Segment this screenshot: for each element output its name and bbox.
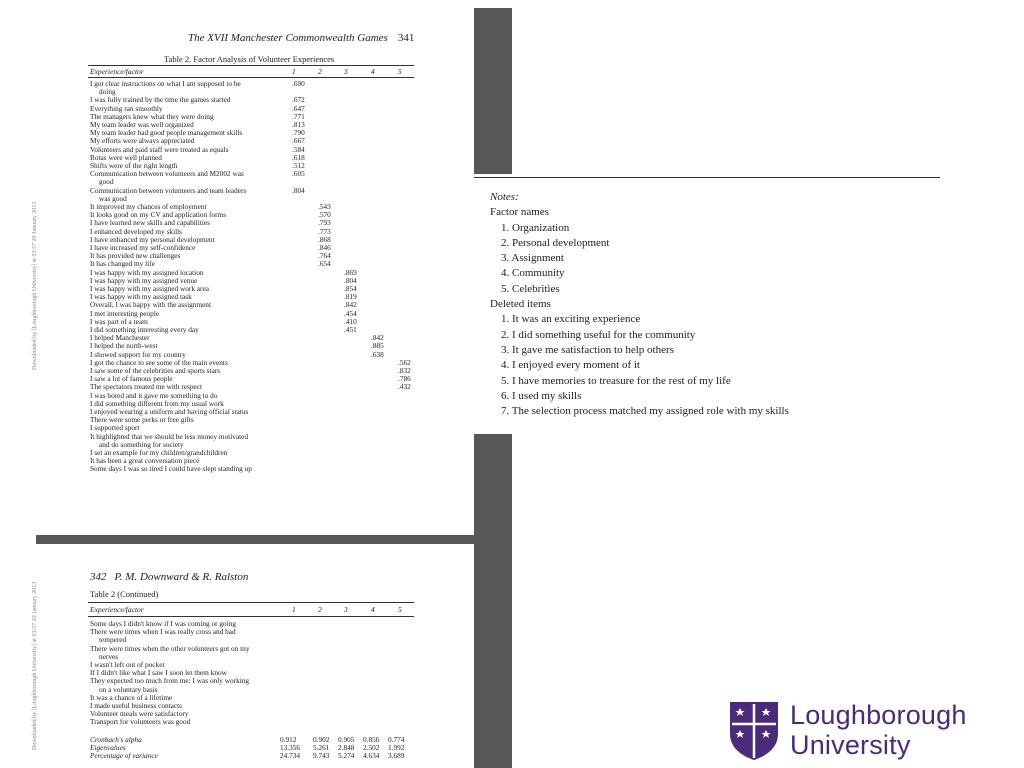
table-row-label: I supported sport bbox=[90, 423, 140, 433]
table-row-label: Volunteers and paid staff were treated as equals bbox=[90, 144, 229, 154]
deleted-item: 3. It gave me satisfaction to help others bbox=[501, 343, 674, 356]
running-head bbox=[188, 32, 414, 44]
stat-value: 1.992 bbox=[388, 742, 405, 752]
table-row-label: I have learned new skills and capabilities bbox=[90, 218, 210, 228]
table-row-label: My efforts were always appreciated bbox=[90, 136, 195, 146]
factor-loading: .618 bbox=[292, 152, 305, 162]
factor-loading: .869 bbox=[344, 267, 357, 277]
table2-header-col-4: 4 bbox=[371, 605, 375, 614]
factor-loading: .846 bbox=[318, 243, 331, 252]
table2-row-label: If I didn't like what I saw I soon let them know bbox=[90, 668, 227, 678]
stat-value: 2.848 bbox=[338, 742, 355, 752]
deleted-item: 5. I have memories to treasure for the rest of my life bbox=[501, 374, 731, 387]
table-header-col-3: 3 bbox=[344, 67, 348, 76]
factor-loading: .454 bbox=[344, 308, 357, 318]
table-row-label: I enjoyed wearing a uniform and having official status bbox=[90, 407, 249, 416]
table-row-label: I got the chance to see some of the main events bbox=[90, 357, 228, 367]
stat-value: 4.634 bbox=[363, 751, 380, 760]
stat-value: 24.734 bbox=[280, 751, 301, 760]
table-row-label: Everything ran smoothly bbox=[90, 103, 163, 113]
stat-value: 3.689 bbox=[388, 751, 405, 760]
page-341-scan bbox=[40, 20, 470, 532]
download-watermark: Downloaded by [Loughborough University] at 03:57 20 January 2013 bbox=[32, 201, 38, 370]
factor-loading: .813 bbox=[292, 120, 305, 129]
table2-header-col-5: 5 bbox=[398, 605, 402, 614]
factor-loading: .570 bbox=[318, 210, 331, 220]
stat-label: Cronbach's alpha bbox=[90, 734, 142, 744]
table2-row-label: tempered bbox=[99, 635, 127, 645]
table-row-label: There were some perks or free gifts bbox=[90, 415, 194, 425]
table-row-label: The managers knew what they were doing bbox=[90, 111, 214, 121]
table-row-label: I enhanced developed my skills bbox=[90, 226, 182, 236]
journal-title: The XVII Manchester Commonwealth Games bbox=[188, 32, 388, 44]
factor-loading: .819 bbox=[344, 292, 357, 302]
table-row-label: My team leader had good people management skills bbox=[90, 128, 243, 138]
table2-row-label: Transport for volunteers was good bbox=[90, 717, 191, 727]
table-row-label: Rotas were well planned bbox=[90, 152, 162, 162]
table-top-rule bbox=[88, 65, 414, 66]
factor-name: 5. Celebrities bbox=[501, 282, 560, 295]
table-header-col-1: 1 bbox=[292, 67, 296, 76]
factor-loading: .667 bbox=[292, 136, 305, 146]
stat-value: 0.902 bbox=[313, 734, 330, 744]
table-row-label: Communication between volunteers and M2002 was bbox=[90, 169, 244, 179]
factor-names-heading: Factor names bbox=[490, 206, 549, 219]
stat-value: 13.356 bbox=[280, 742, 301, 752]
table2-row-label: on a voluntary basis bbox=[99, 684, 158, 694]
factor-loading: .672 bbox=[292, 95, 305, 105]
table-row-label: I have increased my self-confidence bbox=[90, 243, 196, 252]
factor-name: 4. Community bbox=[501, 267, 565, 280]
table-row-label: The spectators treated me with respect bbox=[90, 382, 203, 392]
table-row-label: I helped Manchester bbox=[90, 333, 150, 343]
factor-loading: .543 bbox=[318, 202, 331, 211]
table2-row-label: I made useful business contacts bbox=[90, 701, 182, 710]
table-row-label: was good bbox=[99, 193, 127, 203]
table-caption: Table 2. Factor Analysis of Volunteer Experiences bbox=[164, 54, 335, 64]
table-row-label: It improved my chances of employment bbox=[90, 202, 207, 211]
factor-loading: .690 bbox=[292, 79, 305, 88]
table-row-label: I set an example for my children/grandchildren bbox=[90, 448, 228, 457]
notes-top-rule bbox=[474, 177, 940, 178]
notes-block bbox=[490, 190, 789, 419]
table-row-label: I saw a lot of famous people bbox=[90, 374, 173, 384]
stat-value: 2.502 bbox=[363, 742, 380, 752]
factor-loading: .654 bbox=[318, 259, 331, 269]
crest-icon bbox=[728, 700, 780, 762]
factor-loading: .793 bbox=[318, 218, 331, 228]
running-head-2 bbox=[90, 571, 248, 583]
table2-row-label: I wasn't left out of pocket bbox=[90, 660, 165, 669]
factor-loading: .647 bbox=[292, 103, 305, 113]
factor-loading: .432 bbox=[398, 382, 411, 392]
table-row-label: I was fully trained by the time the games started bbox=[90, 95, 231, 105]
table-row-label: It highlighted that we should be less money motivated bbox=[90, 431, 249, 441]
table-row-label: I helped the north-west bbox=[90, 341, 158, 351]
table2-row-label: They expected too much from me: I was only working bbox=[90, 676, 250, 686]
table-header-col-4: 4 bbox=[371, 67, 375, 76]
table2-row-label: Volunteer meals were satisfactory bbox=[90, 709, 189, 719]
factor-loading: .512 bbox=[292, 161, 305, 170]
table-row-label: I was bored and it gave me something to do bbox=[90, 390, 218, 400]
factor-loading: .868 bbox=[318, 234, 331, 244]
table-row-label: It has provided new challenges bbox=[90, 251, 181, 261]
deleted-item: 6. I used my skills bbox=[501, 389, 582, 402]
download-watermark-2: Downloaded by [Loughborough University] at 03:57 20 January 2013 bbox=[32, 581, 38, 750]
table2-row-label: Some days I didn't know if I was coming or going bbox=[90, 619, 237, 628]
table-row-label: I met interesting people bbox=[90, 308, 160, 318]
table-row-label: I did something different from my usual work bbox=[90, 398, 224, 408]
table2-row-label: There were times when the other volunteers got on my bbox=[90, 643, 250, 653]
divider-bar-vertical-lower bbox=[474, 434, 512, 768]
factor-names-list bbox=[490, 221, 789, 297]
stat-value: 5.261 bbox=[313, 742, 330, 752]
table-row-label: Overall, I was happy with the assignment bbox=[90, 300, 211, 310]
factor-loading: .451 bbox=[344, 325, 357, 334]
page-number: 341 bbox=[397, 32, 415, 44]
page-number-2: 342 bbox=[90, 571, 107, 583]
stat-value: 0.856 bbox=[363, 734, 380, 744]
page-342-scan bbox=[40, 562, 470, 768]
table-row-label: It has been a great conversation piece bbox=[90, 456, 200, 466]
factor-loading: .410 bbox=[344, 316, 357, 326]
table-row-label: I did something interesting every day bbox=[90, 325, 199, 334]
table-header-label: Experience/factor bbox=[90, 67, 144, 76]
table2-header-col-1: 1 bbox=[292, 605, 296, 614]
table2-header-col-2: 2 bbox=[318, 605, 322, 614]
table-header-col-2: 2 bbox=[318, 67, 322, 76]
stat-value: 5.274 bbox=[338, 751, 355, 760]
factor-name: 2. Personal development bbox=[501, 236, 610, 249]
table-header-col-5: 5 bbox=[398, 67, 402, 76]
deleted-item: 4. I enjoyed every moment of it bbox=[501, 359, 640, 372]
table-row-label: Some days I was so tired I could have slept standing up bbox=[90, 464, 252, 474]
divider-bar-vertical bbox=[474, 8, 512, 174]
table-row-label: I was part of a team bbox=[90, 316, 148, 326]
table-row-label: I was happy with my assigned work area bbox=[90, 284, 209, 293]
factor-loading: .804 bbox=[292, 185, 305, 195]
stat-value: 0.774 bbox=[388, 734, 405, 744]
factor-loading: .854 bbox=[344, 284, 357, 293]
table-row-label: I have enhanced my personal development bbox=[90, 234, 215, 244]
table-row-label: Shifts were of the right length bbox=[90, 161, 178, 170]
table-row-label: Communication between volunteers and team leaders bbox=[90, 185, 247, 195]
stat-value: 0.905 bbox=[338, 734, 355, 744]
table-row-label: I was happy with my assigned task bbox=[90, 292, 192, 302]
table2-header-col-3: 3 bbox=[344, 605, 348, 614]
stat-label: Eigenvalues bbox=[90, 742, 126, 752]
stat-value: 9.743 bbox=[313, 751, 330, 760]
factor-loading: .605 bbox=[292, 169, 305, 179]
table-row-label: I was happy with my assigned venue bbox=[90, 275, 198, 285]
deleted-item: 2. I did something useful for the community bbox=[501, 328, 696, 341]
table2-top-rule bbox=[88, 602, 414, 603]
table-row-label: and do something for society bbox=[99, 439, 184, 449]
factor-loading: .842 bbox=[371, 333, 384, 343]
table2-header-rule bbox=[88, 616, 414, 617]
author-names: P. M. Downward & R. Ralston bbox=[114, 571, 249, 583]
factor-loading: .786 bbox=[398, 374, 411, 384]
factor-loading: .832 bbox=[398, 366, 411, 375]
table2-row-label: nerves bbox=[99, 651, 119, 661]
factor-loading: .790 bbox=[292, 128, 305, 138]
table-caption-2: Table 2 (Continued) bbox=[90, 589, 159, 599]
deleted-items-heading: Deleted items bbox=[490, 298, 551, 311]
table-row-label: I showed support for my country bbox=[90, 349, 186, 359]
factor-loading: .773 bbox=[318, 226, 331, 236]
factor-loading: .764 bbox=[318, 251, 331, 261]
factor-loading: .842 bbox=[344, 300, 357, 310]
table-row-label: I was happy with my assigned location bbox=[90, 267, 204, 277]
stat-label: Percentage of variance bbox=[90, 751, 158, 760]
logo-line-2: University bbox=[790, 730, 911, 760]
factor-loading: .638 bbox=[371, 349, 384, 359]
table-row-label: It has changed my life bbox=[90, 259, 155, 269]
table-row-label: good bbox=[99, 177, 114, 187]
factor-loading: .804 bbox=[344, 275, 357, 285]
factor-name: 1. Organization bbox=[501, 221, 570, 234]
table-header-rule bbox=[88, 77, 414, 78]
divider-bar-horizontal bbox=[36, 535, 512, 544]
logo-line-1: Loughborough bbox=[790, 700, 967, 730]
table2-row-label: It was a chance of a lifetime bbox=[90, 692, 173, 702]
notes-title: Notes: bbox=[490, 191, 519, 203]
factor-loading: .584 bbox=[292, 144, 305, 154]
factor-loading: .885 bbox=[371, 341, 384, 351]
university-logo bbox=[728, 700, 988, 762]
table-row-label: I got clear instructions on what I am supposed to be bbox=[90, 79, 241, 88]
table2-row-label: There were times when I was really cross and bad bbox=[90, 627, 236, 637]
deleted-item: 1. It was an exciting experience bbox=[501, 313, 641, 326]
deleted-items-list bbox=[490, 312, 789, 419]
table2-header-label: Experience/factor bbox=[90, 605, 144, 614]
stat-value: 0.912 bbox=[280, 734, 297, 744]
table-row-label: It looks good on my CV and application forms bbox=[90, 210, 227, 220]
factor-name: 3. Assignment bbox=[501, 252, 564, 265]
factor-loading: .771 bbox=[292, 111, 305, 121]
deleted-item: 7. The selection process matched my assigned role with my skills bbox=[501, 405, 789, 418]
factor-loading: .562 bbox=[398, 357, 411, 367]
table-row-label: My team leader was well organized bbox=[90, 120, 194, 129]
table-row-label: doing bbox=[99, 87, 116, 97]
table-row-label: I saw some of the celebrities and sports stars bbox=[90, 366, 221, 375]
